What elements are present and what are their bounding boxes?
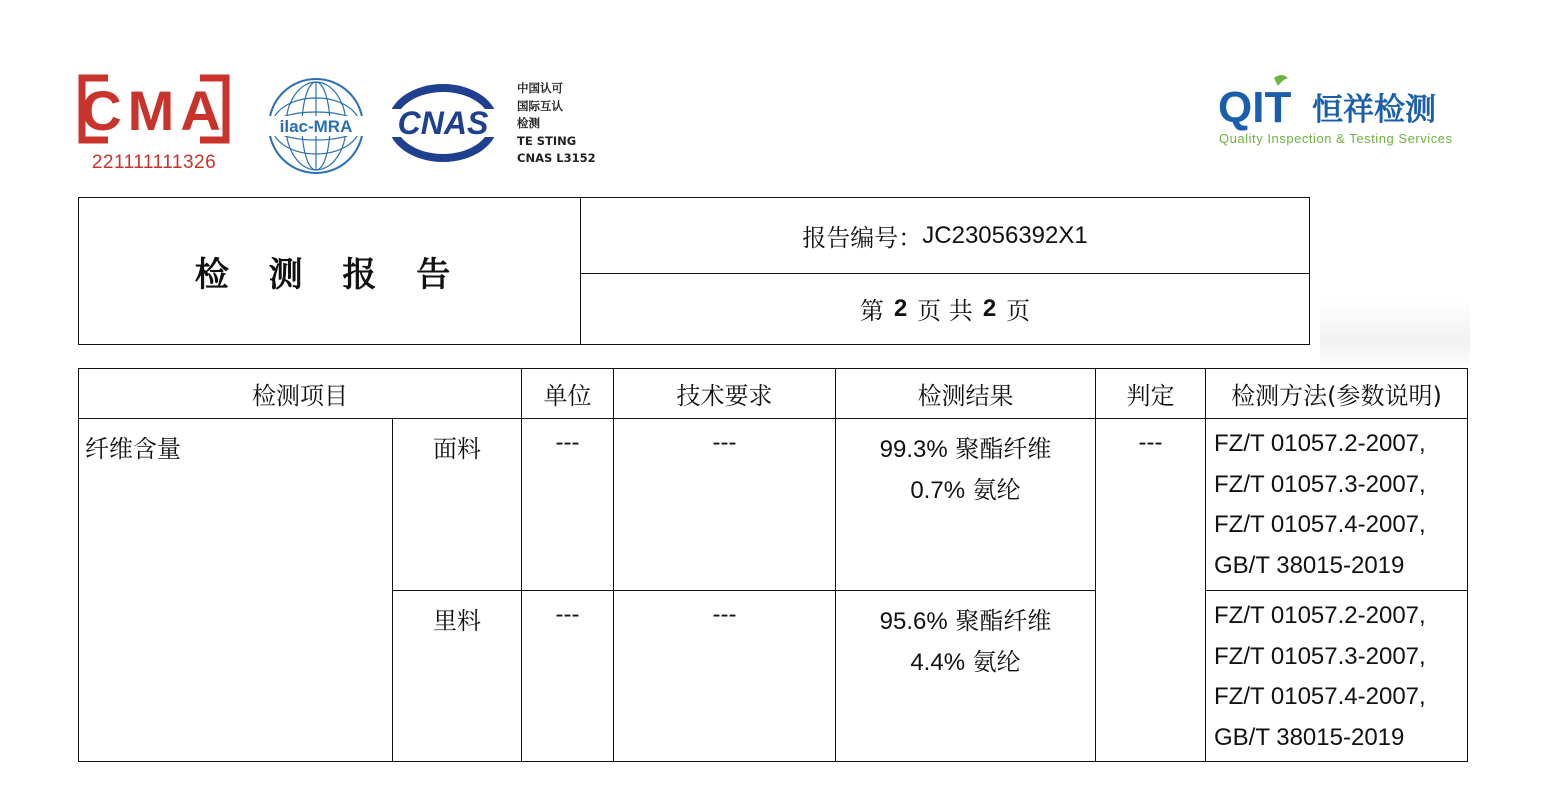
method-line: FZ/T 01057.4-2007, bbox=[1214, 511, 1426, 538]
page-number-cell bbox=[581, 273, 1309, 344]
cnas-line: 中国认可 bbox=[517, 81, 563, 95]
col-header-unit: 单位 bbox=[522, 369, 614, 419]
result-fiber: 氨纶 bbox=[972, 648, 1021, 676]
cnas-caption bbox=[517, 80, 596, 168]
result-line bbox=[836, 470, 1095, 511]
ilac-mra-logo bbox=[266, 76, 366, 176]
method-line: FZ/T 01057.2-2007, bbox=[1214, 430, 1426, 457]
results-table bbox=[78, 368, 1468, 762]
scan-shadow bbox=[1320, 300, 1470, 370]
judgement-cell: --- bbox=[1096, 419, 1206, 762]
item-cell: 纤维含量 bbox=[79, 419, 393, 762]
result-line bbox=[836, 642, 1095, 683]
result-percent: 0.7% bbox=[910, 477, 966, 504]
method-line: GB/T 38015-2019 bbox=[1214, 723, 1405, 751]
method-line: FZ/T 01057.3-2007, bbox=[1214, 642, 1426, 670]
requirement-cell: --- bbox=[614, 591, 836, 762]
method-cell bbox=[1206, 419, 1468, 591]
cma-number: 221111111326 bbox=[91, 152, 217, 173]
result-percent: 99.3% bbox=[879, 436, 948, 463]
result-cell bbox=[836, 419, 1096, 591]
result-line bbox=[836, 601, 1095, 642]
cnas-line: TE STING bbox=[517, 133, 577, 148]
col-header-item: 检测项目 bbox=[79, 369, 522, 419]
cnas-line: CNAS L3152 bbox=[517, 151, 596, 165]
result-percent: 4.4% bbox=[910, 649, 966, 676]
col-header-method: 检测方法(参数说明) bbox=[1206, 369, 1468, 419]
col-header-requirement: 技术要求 bbox=[614, 369, 836, 419]
cnas-line: 检测 bbox=[517, 116, 540, 130]
qit-name: 恒祥检测 bbox=[1312, 92, 1436, 128]
col-header-judgement: 判定 bbox=[1096, 369, 1206, 419]
report-header bbox=[78, 197, 1310, 345]
report-title: 检 测 报 告 bbox=[194, 254, 465, 295]
page-current: 2 bbox=[893, 294, 908, 322]
result-line bbox=[836, 429, 1095, 470]
cnas-logo bbox=[386, 82, 501, 164]
col-header-result: 检测结果 bbox=[836, 369, 1096, 419]
requirement-cell: --- bbox=[614, 419, 836, 591]
part-cell: 里料 bbox=[393, 591, 522, 762]
report-number-cell bbox=[581, 198, 1309, 274]
qit-brand: QIT bbox=[1218, 83, 1292, 132]
result-cell bbox=[836, 591, 1096, 762]
ilac-text: ilac-MRA bbox=[279, 117, 353, 136]
page-total: 2 bbox=[982, 294, 997, 322]
result-fiber: 氨纶 bbox=[972, 476, 1021, 504]
cnas-line: 国际互认 bbox=[517, 98, 563, 113]
result-percent: 95.6% bbox=[879, 608, 948, 635]
table-header-row bbox=[79, 369, 1468, 419]
page-suffix: 页 bbox=[1006, 297, 1031, 325]
method-cell bbox=[1206, 591, 1468, 762]
page-prefix: 第 bbox=[859, 297, 884, 325]
method-line: FZ/T 01057.4-2007, bbox=[1214, 683, 1426, 710]
part-cell: 面料 bbox=[393, 419, 522, 591]
unit-cell: --- bbox=[522, 591, 614, 762]
unit-cell: --- bbox=[522, 419, 614, 591]
cnas-text: CNAS bbox=[397, 105, 489, 141]
qit-slogan: Quality Inspection & Testing Services bbox=[1219, 131, 1452, 146]
report-number: JC23056392X1 bbox=[922, 221, 1088, 249]
page-mid: 页 共 bbox=[917, 297, 973, 325]
report-number-label: 报告编号： bbox=[802, 224, 923, 252]
result-fiber: 聚酯纤维 bbox=[955, 435, 1052, 463]
report-title-cell bbox=[79, 198, 581, 344]
result-fiber: 聚酯纤维 bbox=[955, 607, 1052, 635]
method-line: FZ/T 01057.3-2007, bbox=[1214, 470, 1426, 498]
method-line: FZ/T 01057.2-2007, bbox=[1214, 602, 1426, 629]
cma-letters: CMA bbox=[81, 79, 227, 142]
table-row bbox=[79, 419, 1468, 591]
method-line: GB/T 38015-2019 bbox=[1214, 551, 1405, 579]
qit-logo bbox=[1216, 70, 1456, 150]
